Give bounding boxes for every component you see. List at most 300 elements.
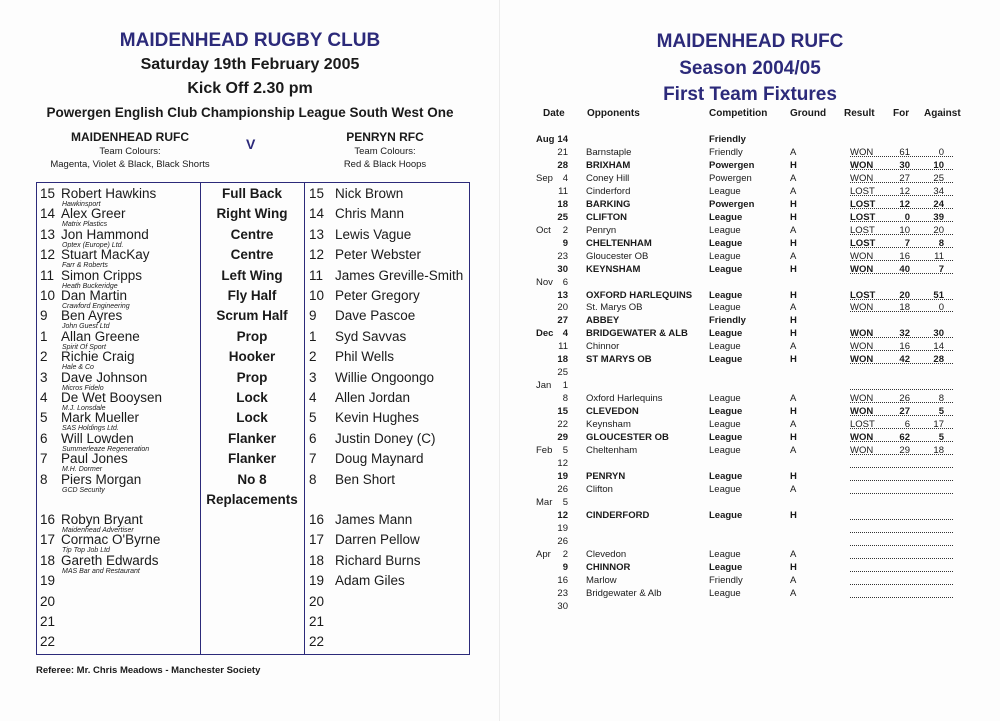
player-sponsor: SAS Holdings Ltd.: [62, 425, 119, 432]
away-player: [309, 269, 463, 283]
fixture-day: 12: [557, 510, 568, 521]
fixture-row: [500, 185, 1000, 198]
fixture-opponent: Penryn: [586, 225, 617, 236]
player-name: Dave Johnson: [61, 370, 148, 385]
away-replacement: [309, 615, 335, 629]
player-number: 20: [40, 594, 56, 609]
fixture-opponent: Chinnor: [586, 341, 620, 352]
away-player: [309, 289, 420, 303]
fixture-row: [500, 340, 1000, 353]
player-name: Dan Martin: [61, 288, 128, 303]
fixture-day: 26: [557, 484, 568, 495]
fixture-opponent: Clevedon: [586, 549, 627, 560]
player-number: 4: [309, 390, 317, 405]
player-name: Ben Ayres: [61, 308, 123, 323]
home-player: [40, 187, 156, 201]
player-sponsor: Tip Top Job Ltd: [62, 547, 110, 554]
fixture-against: 8: [938, 393, 944, 404]
player-name: Nick Brown: [335, 186, 404, 201]
home-replacement: [40, 574, 61, 588]
away-player: [309, 330, 406, 344]
position-label: Prop: [236, 370, 268, 385]
player-name: Allan Greene: [61, 329, 140, 344]
home-replacement: [40, 554, 159, 568]
player-sponsor: Optex (Europe) Ltd.: [62, 242, 124, 249]
player-name: Syd Savvas: [335, 329, 407, 344]
position-label: Prop: [236, 329, 268, 344]
player-number: 22: [40, 634, 56, 649]
fixture-for: 7: [904, 238, 910, 249]
fixture-for: 29: [899, 445, 910, 456]
fixture-competition: Friendly: [709, 147, 743, 158]
player-sponsor: GCD Security: [62, 487, 105, 494]
fixture-day: 13: [557, 290, 568, 301]
fixture-day: 11: [558, 341, 568, 352]
player-number: 22: [309, 634, 325, 649]
fixture-for: 16: [899, 251, 910, 262]
player-number: 18: [40, 553, 56, 568]
home-player: [40, 248, 150, 262]
result-dotted-line: [850, 379, 953, 390]
fixture-ground: H: [790, 199, 797, 210]
fixture-ground: A: [790, 575, 797, 586]
fixture-row: [500, 392, 1000, 405]
player-number: 5: [40, 410, 48, 425]
fixture-month: Sep: [536, 173, 553, 184]
player-number: 11: [309, 268, 324, 283]
away-player: [309, 371, 434, 385]
player-number: 3: [309, 370, 317, 385]
player-number: 14: [40, 206, 56, 221]
fixture-against: 8: [938, 238, 944, 249]
player-name: Darren Pellow: [335, 532, 420, 547]
home-player: [40, 330, 140, 344]
fixture-opponent: ABBEY: [586, 315, 620, 326]
away-player: [309, 411, 419, 425]
position-label: Fly Half: [227, 288, 277, 303]
fixture-opponent: OXFORD HARLEQUINS: [586, 290, 693, 301]
fixture-ground: A: [790, 147, 797, 158]
position-label: Centre: [230, 247, 274, 262]
result-dotted-line: [850, 509, 953, 520]
player-number: 4: [40, 390, 48, 405]
fixture-opponent: ST MARYS OB: [586, 354, 652, 365]
player-name: Richie Craig: [61, 349, 135, 364]
fixture-ground: H: [790, 406, 797, 417]
fixture-result: WON: [850, 354, 874, 365]
match-date: Saturday 19th February 2005: [140, 56, 360, 73]
fixture-ground: H: [790, 264, 797, 275]
player-number: 3: [40, 370, 48, 385]
fixture-row: [500, 470, 1000, 483]
result-dotted-line: [850, 522, 953, 533]
fixture-month: Jan: [536, 380, 552, 391]
player-sponsor: M.H. Dormer: [62, 466, 103, 473]
fixture-ground: H: [790, 471, 797, 482]
fixture-competition: League: [709, 484, 741, 495]
player-name: James Greville-Smith: [335, 268, 464, 283]
fixture-against: 0: [938, 302, 944, 313]
fixture-day: 30: [557, 601, 568, 612]
fixture-row: [500, 133, 1000, 146]
away-team-name: PENRYN RFC: [346, 130, 424, 144]
fixture-result: WON: [850, 328, 874, 339]
player-number: 7: [40, 451, 48, 466]
fixture-for: 26: [899, 393, 910, 404]
fixture-result: WON: [850, 406, 874, 417]
home-team-header: [30, 130, 230, 170]
player-name: Phil Wells: [335, 349, 395, 364]
player-number: 2: [40, 349, 48, 364]
fixture-competition: League: [709, 225, 741, 236]
fixture-ground: H: [790, 510, 797, 521]
header-competition: Competition: [709, 108, 768, 119]
club-title: MAIDENHEAD RUGBY CLUB: [119, 30, 381, 51]
result-dotted-line: [850, 483, 953, 494]
fixture-competition: Friendly: [709, 315, 746, 326]
fixture-day: 12: [557, 458, 568, 469]
player-sponsor: M.J. Lonsdale: [62, 405, 106, 412]
player-sponsor: Hale & Co: [62, 364, 94, 371]
header-ground: Ground: [790, 108, 827, 119]
player-number: 10: [40, 288, 56, 303]
player-name: Peter Webster: [335, 247, 422, 262]
fixtures-club-title: MAIDENHEAD RUFC: [656, 31, 844, 52]
fixture-competition: League: [709, 290, 743, 301]
fixture-ground: A: [790, 302, 797, 313]
player-number: 21: [40, 614, 56, 629]
fixture-month: Feb: [536, 445, 553, 456]
result-dotted-line: [850, 470, 953, 481]
fixture-opponent: Cheltenham: [586, 445, 638, 456]
away-colours: Red & Black Hoops: [343, 159, 427, 170]
fixture-day: 2: [562, 549, 568, 560]
player-name: Simon Cripps: [61, 268, 143, 283]
player-name: Adam Giles: [335, 573, 405, 588]
fixture-row: [500, 353, 1000, 366]
player-name: Mark Mueller: [61, 410, 140, 425]
fixture-ground: A: [790, 419, 797, 430]
player-number: 13: [309, 227, 325, 242]
home-player: [40, 473, 141, 487]
fixtures-title: First Team Fixtures: [663, 84, 837, 105]
fixture-competition: League: [709, 341, 741, 352]
header-result: Result: [844, 108, 875, 119]
position-label: Centre: [230, 227, 274, 242]
fixture-ground: A: [790, 251, 797, 262]
fixture-against: 24: [933, 199, 944, 210]
fixture-day: 21: [557, 147, 568, 158]
fixture-ground: H: [790, 238, 797, 249]
fixture-opponent: KEYNSHAM: [586, 264, 641, 275]
fixture-competition: League: [709, 406, 743, 417]
away-replacement: [309, 574, 405, 588]
position-label: Full Back: [221, 186, 283, 201]
away-team-header: [285, 130, 485, 170]
fixture-competition: League: [709, 588, 741, 599]
fixture-for: 6: [904, 419, 910, 430]
fixture-opponent: CLIFTON: [586, 212, 627, 223]
player-name: Piers Morgan: [61, 472, 142, 487]
player-number: 10: [309, 288, 325, 303]
fixture-result: LOST: [850, 419, 875, 430]
away-replacement: [309, 595, 335, 609]
fixture-competition: League: [709, 510, 743, 521]
fixture-competition: League: [709, 212, 743, 223]
fixture-day: 23: [557, 588, 568, 599]
player-number: 15: [40, 186, 56, 201]
fixture-against: 14: [933, 341, 944, 352]
player-number: 8: [309, 472, 317, 487]
fixture-row: [500, 548, 1000, 561]
player-number: 16: [40, 512, 56, 527]
fixture-ground: H: [790, 290, 797, 301]
fixture-day: 30: [557, 264, 568, 275]
fixture-for: 61: [899, 147, 910, 158]
fixture-day: 25: [557, 212, 568, 223]
fixture-opponent: GLOUCESTER OB: [586, 432, 669, 443]
fixture-competition: Powergen: [709, 160, 755, 171]
fixture-row: [500, 276, 1000, 289]
fixture-opponent: Marlow: [586, 575, 617, 586]
kick-off-time: Kick Off 2.30 pm: [187, 80, 313, 97]
fixture-opponent: CLEVEDON: [586, 406, 639, 417]
away-replacement: [309, 554, 421, 568]
fixture-row: [500, 600, 1000, 613]
fixture-opponent: BARKING: [586, 199, 631, 210]
fixture-row: [500, 263, 1000, 276]
home-colours-label: Team Colours:: [99, 146, 161, 157]
fixture-day: 26: [557, 536, 568, 547]
player-number: 1: [40, 329, 48, 344]
fixture-ground: A: [790, 393, 797, 404]
fixture-opponent: Bridgewater & Alb: [586, 588, 662, 599]
fixture-competition: Powergen: [709, 173, 752, 184]
fixture-against: 18: [933, 445, 944, 456]
home-replacement: [40, 635, 61, 649]
fixture-against: 20: [933, 225, 944, 236]
fixture-competition: Friendly: [709, 134, 746, 145]
fixture-opponent: Clifton: [586, 484, 613, 495]
referee: Referee: Mr. Chris Meadows - Manchester Society: [36, 665, 261, 676]
home-player: [40, 269, 142, 283]
fixture-day: 9: [562, 562, 568, 573]
player-number: 2: [309, 349, 317, 364]
fixture-row: [500, 198, 1000, 211]
player-number: 14: [309, 206, 325, 221]
fixture-against: 28: [933, 354, 944, 365]
fixture-day: 1: [562, 380, 568, 391]
fixture-ground: A: [790, 173, 797, 184]
fixture-opponent: Cinderford: [586, 186, 631, 197]
fixture-ground: A: [790, 445, 797, 456]
fixture-ground: A: [790, 341, 797, 352]
fixture-row: [500, 172, 1000, 185]
fixture-against: 34: [933, 186, 944, 197]
fixture-competition: Powergen: [709, 199, 755, 210]
fixture-day: 11: [558, 186, 568, 197]
result-dotted-line: [850, 457, 953, 468]
home-player: [40, 452, 128, 466]
player-sponsor: Spirit Of Sport: [62, 344, 106, 351]
fixture-result: WON: [850, 393, 874, 404]
player-name: James Mann: [335, 512, 413, 527]
fixture-ground: A: [790, 549, 797, 560]
away-player: [309, 432, 436, 446]
fixture-competition: League: [709, 328, 743, 339]
fixture-row: [500, 483, 1000, 496]
fixture-row: [500, 509, 1000, 522]
fixture-day: 5: [562, 445, 568, 456]
fixture-row: [500, 587, 1000, 600]
player-sponsor: MAS Bar and Restaurant: [62, 568, 140, 575]
header-for: For: [893, 108, 910, 119]
away-replacement: [309, 513, 412, 527]
player-number: 19: [40, 573, 56, 588]
fixture-row: [500, 250, 1000, 263]
fixture-month: Apr: [536, 549, 551, 560]
fixture-ground: A: [790, 588, 797, 599]
player-name: Justin Doney (C): [335, 431, 436, 446]
fixture-result: WON: [850, 147, 874, 158]
player-sponsor: Heath Buckeridge: [62, 283, 118, 290]
player-number: 19: [309, 573, 325, 588]
player-sponsor: Hawkinsport: [62, 201, 101, 208]
fixture-row: [500, 301, 1000, 314]
player-number: 16: [309, 512, 325, 527]
fixture-for: 0: [904, 212, 910, 223]
fixture-for: 30: [899, 160, 910, 171]
player-sponsor: John Guest Ltd: [62, 323, 110, 330]
fixture-against: 11: [934, 251, 944, 262]
player-number: 6: [40, 431, 48, 446]
fixture-day: 22: [557, 419, 568, 430]
fixture-day: 18: [557, 199, 568, 210]
fixture-against: 30: [933, 328, 944, 339]
fixture-result: LOST: [850, 186, 875, 197]
fixture-opponent: BRIXHAM: [586, 160, 631, 171]
player-number: 9: [309, 308, 317, 323]
fixture-result: LOST: [850, 212, 876, 223]
fixture-against: 10: [933, 160, 944, 171]
fixture-opponent: Gloucester OB: [586, 251, 649, 262]
fixture-competition: League: [709, 445, 741, 456]
fixture-row: [500, 327, 1000, 340]
position-label: Hooker: [228, 349, 276, 364]
home-replacement: [40, 595, 61, 609]
player-name: Jon Hammond: [61, 227, 149, 242]
fixture-competition: League: [709, 432, 743, 443]
fixture-for: 27: [899, 406, 910, 417]
fixture-for: 12: [899, 186, 910, 197]
fixture-row: [500, 535, 1000, 548]
fixture-day: 25: [557, 367, 568, 378]
fixture-ground: H: [790, 160, 797, 171]
fixture-row: [500, 561, 1000, 574]
fixture-row: [500, 522, 1000, 535]
fixture-opponent: CINDERFORD: [586, 510, 650, 521]
fixture-result: WON: [850, 173, 874, 184]
player-name: Alex Greer: [61, 206, 126, 221]
result-dotted-line: [850, 574, 953, 585]
fixture-against: 51: [933, 290, 944, 301]
away-colours-label: Team Colours:: [354, 146, 416, 157]
fixture-day: 19: [557, 471, 568, 482]
fixture-competition: League: [709, 302, 741, 313]
header-against: Against: [924, 108, 961, 119]
player-name: Richard Burns: [335, 553, 421, 568]
fixture-opponent: Oxford Harlequins: [586, 393, 663, 404]
fixture-for: 10: [899, 225, 910, 236]
fixture-ground: H: [790, 432, 797, 443]
fixture-row: [500, 224, 1000, 237]
fixture-day: 23: [557, 251, 568, 262]
fixtures-season: Season 2004/05: [679, 58, 821, 79]
fixture-competition: League: [709, 393, 741, 404]
position-label: Lock: [236, 390, 268, 405]
player-number: 6: [309, 431, 317, 446]
fixture-against: 0: [938, 147, 944, 158]
away-replacement: [309, 635, 335, 649]
player-number: 5: [309, 410, 317, 425]
fixture-day: 28: [557, 160, 568, 171]
fixture-competition: League: [709, 419, 741, 430]
home-player: [40, 289, 127, 303]
fixture-opponent: CHINNOR: [586, 562, 631, 573]
away-player: [309, 207, 404, 221]
player-number: 17: [309, 532, 325, 547]
fixture-against: 5: [938, 432, 944, 443]
away-player: [309, 228, 411, 242]
fixture-result: LOST: [850, 238, 876, 249]
fixture-competition: League: [709, 354, 743, 365]
position-label: Right Wing: [216, 206, 288, 221]
player-sponsor: Maidenhead Advertiser: [62, 527, 134, 534]
fixture-result: WON: [850, 264, 874, 275]
fixture-day: 14: [557, 134, 568, 145]
away-player: [309, 391, 410, 405]
fixture-row: [500, 457, 1000, 470]
fixture-day: 4: [562, 173, 568, 184]
player-number: 8: [40, 472, 48, 487]
fixture-day: 9: [562, 238, 568, 249]
fixture-result: LOST: [850, 199, 876, 210]
player-number: 12: [40, 247, 56, 262]
player-name: Will Lowden: [61, 431, 134, 446]
header-opponents: Opponents: [587, 108, 640, 119]
player-name: Peter Gregory: [335, 288, 420, 303]
fixture-result: WON: [850, 341, 874, 352]
fixture-ground: A: [790, 186, 797, 197]
home-replacement: [40, 513, 143, 527]
home-player: [40, 350, 135, 364]
fixture-row: [500, 159, 1000, 172]
away-player: [309, 473, 395, 487]
fixture-ground: H: [790, 212, 797, 223]
fixture-row: [500, 366, 1000, 379]
fixture-result: LOST: [850, 225, 875, 236]
player-number: 12: [309, 247, 325, 262]
fixture-competition: League: [709, 549, 741, 560]
fixture-month: Mar: [536, 497, 553, 508]
fixtures-page: [500, 0, 1000, 721]
away-player: [309, 248, 421, 262]
fixture-ground: H: [790, 328, 797, 339]
fixture-month: Aug: [536, 134, 555, 145]
fixture-against: 5: [938, 406, 944, 417]
fixture-day: 15: [557, 406, 568, 417]
home-replacement: [40, 533, 160, 547]
